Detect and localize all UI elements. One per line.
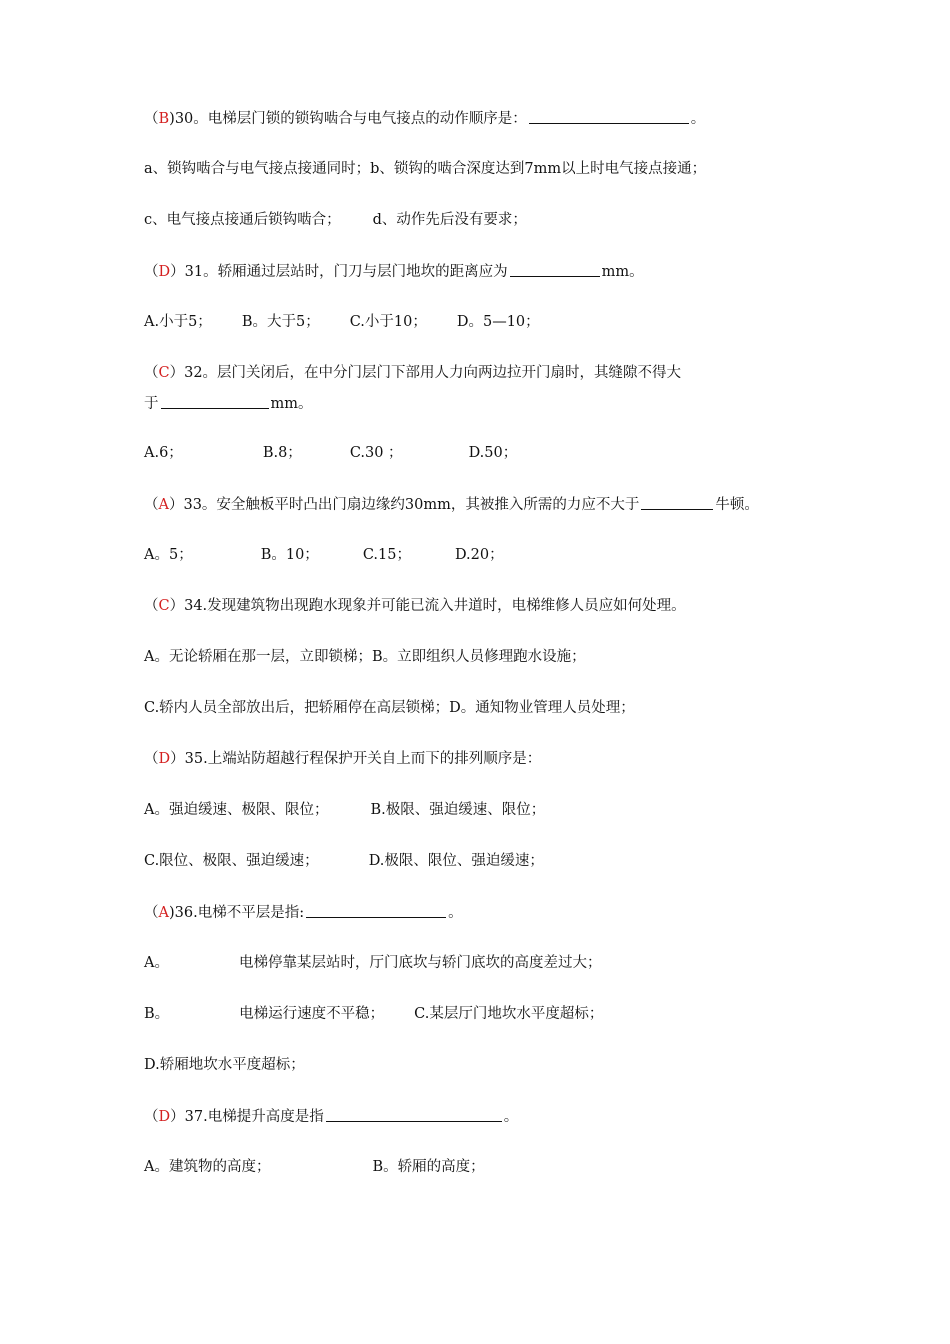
options-36-bc	[144, 1004, 603, 1024]
answer-letter: D	[158, 264, 171, 280]
option-line: a、锁钩啮合与电气接点接通同时；b、锁钩的啮合深度达到7mm以上时电气接点接通；	[144, 161, 707, 177]
paren-open: （	[144, 1109, 159, 1125]
paren-open: （	[144, 751, 159, 767]
question-text: ）31。轿厢通过层站时，门刀与层门地坎的距离应为	[170, 264, 508, 280]
fill-blank	[161, 393, 269, 409]
question-tail: 。	[690, 111, 706, 127]
fill-blank	[306, 902, 446, 918]
option-c: C.15；	[362, 547, 411, 563]
question-tail: mm。	[270, 396, 313, 412]
paren-open: （	[144, 264, 159, 280]
option-a: A。5；	[144, 547, 193, 563]
option-d: D.极限、限位、强迫缓速；	[368, 853, 544, 869]
question-text-2: 于	[144, 396, 159, 412]
option-b: B.极限、强迫缓速、限位；	[370, 802, 546, 818]
answer-letter: D	[158, 1109, 171, 1125]
option-b: B。10；	[260, 547, 319, 563]
option-a: A。强迫缓速、极限、限位；	[144, 802, 329, 818]
option-b: B。大于5；	[241, 314, 320, 330]
question-tail: 。	[448, 905, 463, 921]
option-a-text: 电梯停靠某层站时，厅门底坎与轿门底坎的高度差过大；	[238, 955, 602, 971]
answer-letter: D	[158, 751, 171, 767]
fill-blank	[510, 261, 600, 277]
answer-letter: B	[158, 111, 170, 127]
options-31	[144, 312, 540, 332]
option-d: D.50；	[468, 445, 518, 461]
question-32-cont	[144, 393, 313, 414]
question-37	[144, 1106, 518, 1127]
option-line: C.轿内人员全部放出后，把轿厢停在高层锁梯；D。通知物业管理人员处理；	[144, 700, 635, 716]
question-tail: mm。	[601, 264, 644, 280]
question-text: )36.电梯不平层是指:	[168, 905, 305, 921]
question-tail: 牛顿。	[715, 497, 759, 513]
question-text: ）34.发现建筑物出现跑水现象并可能已流入井道时，电梯维修人员应如何处理。	[169, 598, 686, 614]
option-b: B.8；	[262, 445, 302, 461]
question-text: ）35.上端站防超越行程保护开关自上而下的排列顺序是：	[170, 751, 542, 767]
option-line	[144, 210, 527, 230]
question-text: )30。电梯层门锁的锁钩啮合与电气接点的动作顺序是：	[169, 111, 527, 127]
question-text: ）33。安全触板平时凸出门扇边缘约30mm，其被推入所需的力应不大于	[168, 497, 640, 513]
options-35-ab	[144, 800, 545, 820]
question-35	[144, 749, 541, 769]
question-36	[144, 902, 463, 923]
question-text: ）32。层门关闭后，在中分门层门下部用人力向两边拉开门扇时，其缝隙不得大	[169, 365, 682, 381]
options-36-a	[144, 953, 601, 973]
answer-letter: A	[158, 497, 169, 513]
option-c: C.30 ；	[349, 445, 403, 461]
option-b: B。轿厢的高度；	[372, 1159, 485, 1175]
paren-open: （	[144, 365, 159, 381]
option-b: B。	[144, 1006, 170, 1022]
option-a: A.小于5；	[144, 314, 212, 330]
question-tail: 。	[503, 1109, 519, 1125]
paren-open: （	[144, 497, 159, 513]
paren-open: （	[144, 598, 159, 614]
option-d: d、动作先后没有要求；	[372, 212, 527, 228]
options-33	[144, 545, 504, 565]
option-line: A。无论轿厢在那一层，立即锁梯；B。立即组织人员修理跑水设施；	[144, 649, 586, 665]
answer-letter: A	[158, 905, 169, 921]
option-d: D。5—10；	[456, 314, 540, 330]
options-37	[144, 1157, 485, 1177]
option-c: C.限位、极限、强迫缓速；	[144, 853, 319, 869]
paren-open: （	[144, 111, 159, 127]
question-33	[144, 494, 759, 515]
question-34	[144, 596, 686, 616]
paren-open: （	[144, 905, 159, 921]
option-c: c、电气接点接通后锁钩啮合；	[144, 212, 341, 228]
option-d: D.轿厢地坎水平度超标；	[144, 1057, 305, 1073]
option-c: C.小于10；	[349, 314, 427, 330]
options-32	[144, 443, 517, 463]
option-a: A。	[144, 955, 169, 971]
option-a: A。建筑物的高度；	[144, 1159, 271, 1175]
fill-blank	[529, 108, 689, 124]
option-a: A.6；	[144, 445, 183, 461]
fill-blank	[326, 1106, 502, 1122]
answer-letter: C	[158, 365, 170, 381]
option-d: D.20；	[454, 547, 504, 563]
option-c: C.某层厅门地坎水平度超标；	[414, 1006, 604, 1022]
fill-blank	[641, 494, 713, 510]
question-31	[144, 261, 644, 282]
question-text: ）37.电梯提升高度是指	[170, 1109, 324, 1125]
question-30	[144, 108, 705, 129]
question-32	[144, 363, 681, 383]
answer-letter: C	[158, 598, 170, 614]
option-b-text: 电梯运行速度不平稳；	[239, 1006, 385, 1022]
options-35-cd	[144, 851, 544, 871]
